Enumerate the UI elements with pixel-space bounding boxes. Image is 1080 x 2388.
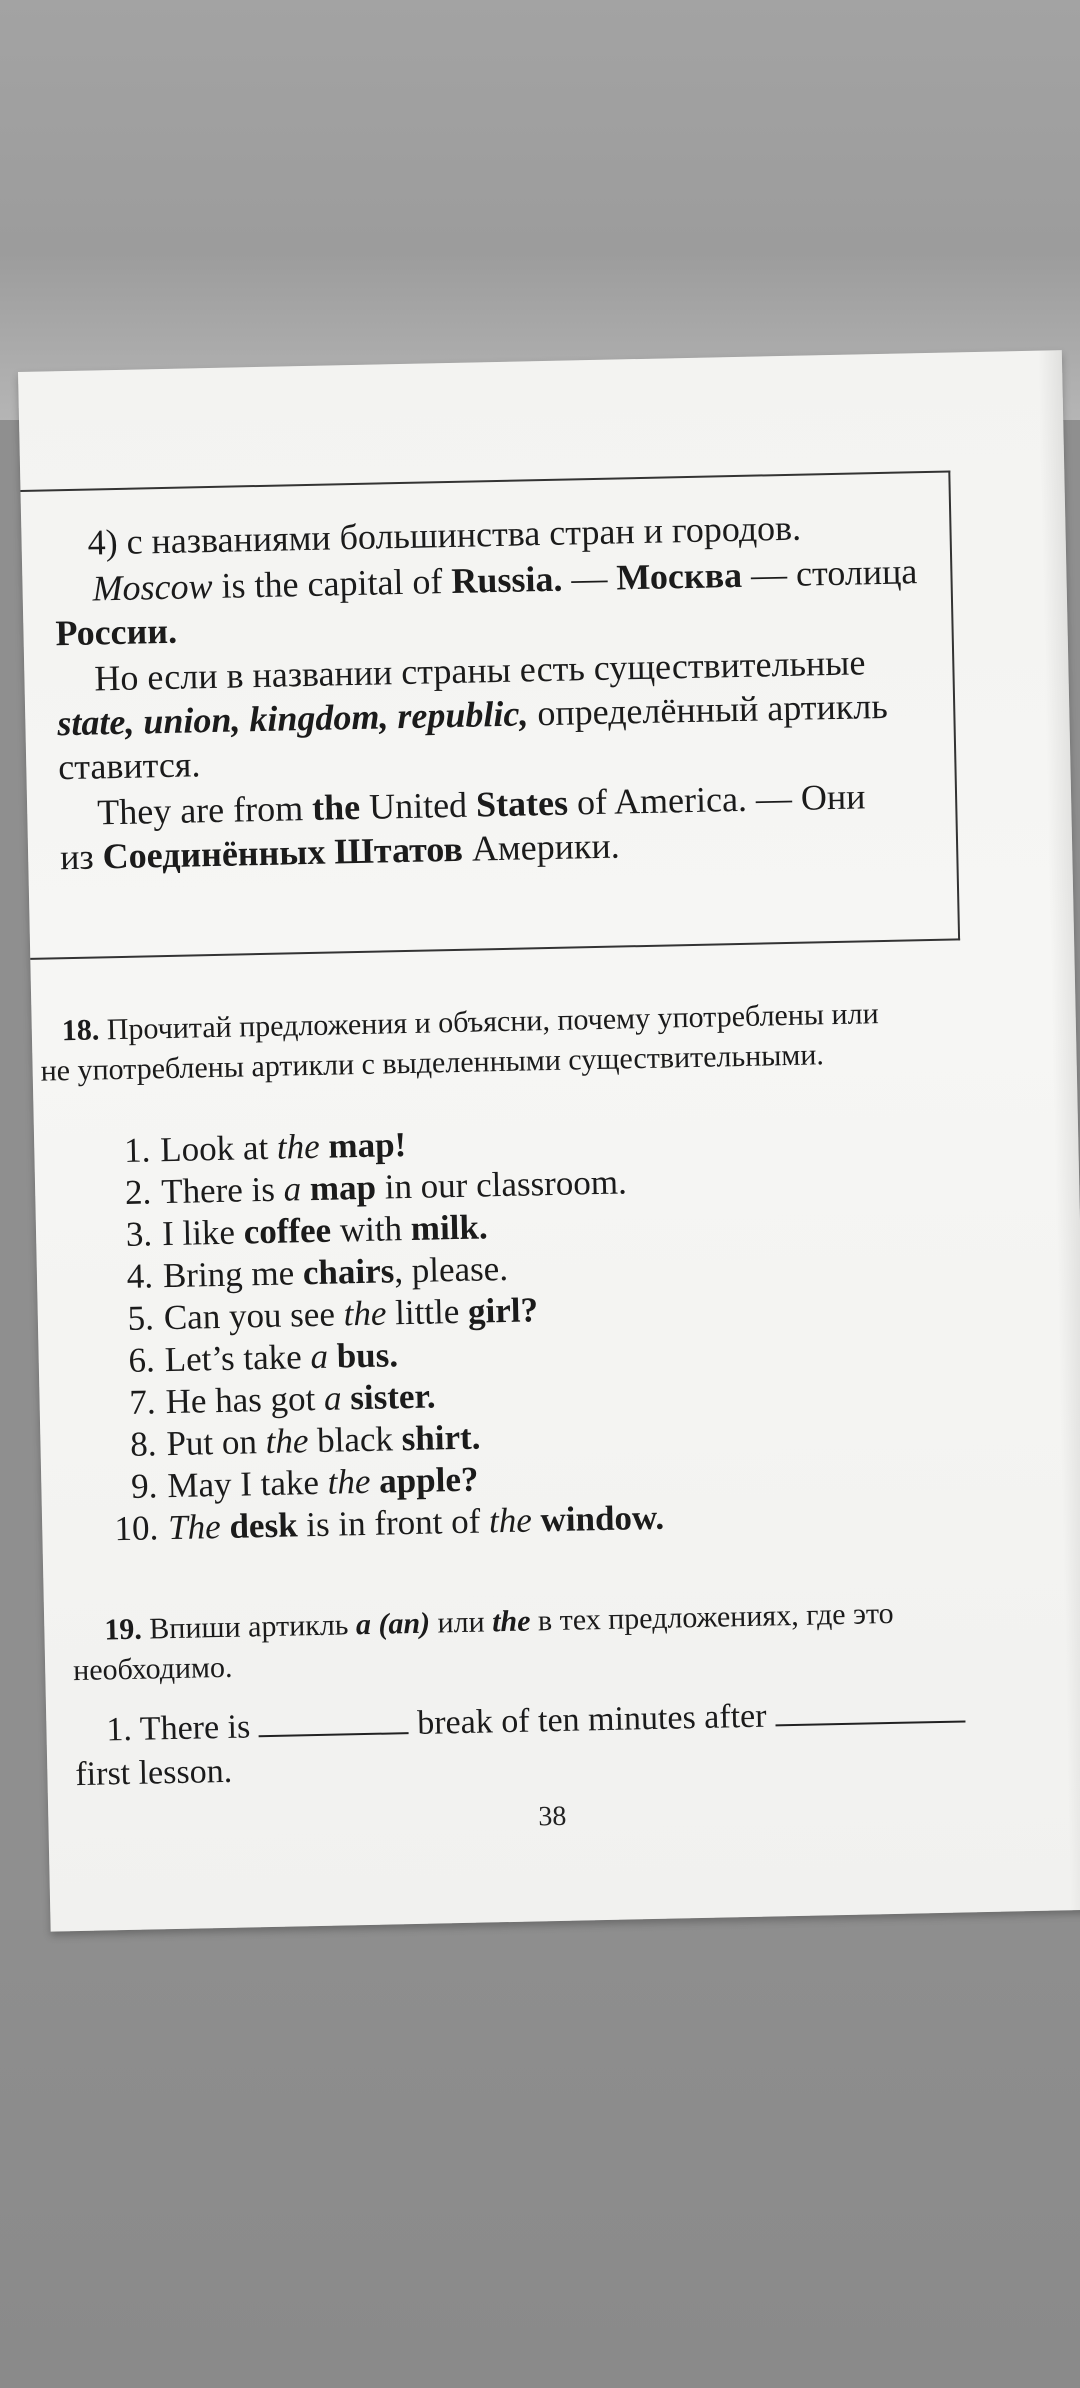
note-words: state, union, kingdom, republic, [56, 693, 529, 744]
ex2-amer: Америки. [462, 825, 620, 869]
list-item-text: , please. [393, 1248, 509, 1291]
ex1-dash: — [561, 557, 617, 599]
list-item-text: bus. [336, 1335, 399, 1376]
list-item-text: There is [160, 1169, 285, 1212]
ex1-mid: is the capital of [212, 560, 452, 606]
list-item-number: 3. [125, 1214, 153, 1254]
ex2-states: States [475, 782, 569, 825]
list-item-text: is in front of [297, 1501, 490, 1545]
list-item-text: the [265, 1421, 309, 1462]
list-item-text: little [385, 1291, 469, 1333]
list-item-text: in our classroom. [375, 1162, 628, 1207]
list-item-number: 7. [128, 1382, 157, 1422]
list-item-text: Bring me [162, 1253, 304, 1296]
note-line2-rest: определённый артикль [527, 685, 889, 734]
background-bottom [0, 1920, 1080, 2388]
list-item-text: a [283, 1169, 302, 1209]
list-item-text: Let’s take [164, 1337, 311, 1380]
rule-example-1-cont: России. [55, 610, 178, 654]
ex1-subject: Moscow [92, 565, 213, 609]
list-item-text: a [323, 1378, 342, 1418]
task-19-head-the: the [491, 1604, 531, 1639]
list-item-text: with [330, 1208, 412, 1250]
list-item-text: the [488, 1500, 533, 1541]
ex2-the: the [311, 786, 361, 828]
task-19-ex1-start: 1. There is [106, 1708, 260, 1749]
list-item-number: 2. [124, 1172, 152, 1212]
list-item-text: coffee [243, 1210, 332, 1252]
list-item-text: Put on [166, 1422, 267, 1464]
page-fold-shadow [1038, 350, 1080, 1910]
ex1-russia: Russia. [450, 558, 563, 601]
task-18-list [90, 1119, 665, 1551]
rule-note-line1: Но если в названии страны есть существительные [94, 642, 866, 699]
answer-blank-1[interactable] [258, 1704, 409, 1737]
list-item-text: The [167, 1507, 222, 1548]
list-item-text: shirt. [401, 1417, 481, 1459]
list-item-text: the [327, 1461, 371, 1502]
list-item-number: 4. [126, 1256, 154, 1296]
list-item-text: milk. [410, 1207, 489, 1248]
task-19-number: 19. [104, 1612, 143, 1647]
ex1-moskva: Москва [615, 554, 743, 598]
task-19-head-an: (an) [378, 1606, 431, 1641]
list-item-text: May I take [166, 1462, 329, 1506]
list-item-number: 6. [128, 1340, 156, 1380]
task-19-heading [104, 1594, 894, 1651]
list-item-text: map [309, 1167, 377, 1209]
list-item-number: 5. [127, 1298, 155, 1338]
task-19-head-rest: в тех предложениях, где это [530, 1596, 894, 1638]
list-item-text: sister. [349, 1376, 436, 1418]
list-item-number: 9. [130, 1466, 158, 1506]
list-item-number: 1. [123, 1130, 151, 1170]
task-19-head1: Впиши артикль [141, 1608, 357, 1646]
page-number: 38 [538, 1800, 567, 1833]
ex2-start: They are from [96, 787, 313, 833]
list-item-text: I like [161, 1212, 245, 1254]
ex1-end: — столица [741, 551, 918, 595]
list-item-text: window. [540, 1497, 665, 1540]
task-19-head-a: a [355, 1607, 372, 1642]
list-item-text: girl? [467, 1290, 539, 1331]
list-item-text: the [276, 1126, 321, 1167]
list-item-text: Can you see [163, 1294, 345, 1338]
task-18-line1: Прочитай предложения и объясни, почему употреблены или [98, 997, 879, 1047]
list-item-number: 8. [129, 1424, 157, 1464]
ex2-united: United [359, 784, 477, 827]
list-item-text: chairs [302, 1251, 395, 1293]
task-19-sentence-1 [106, 1690, 965, 1752]
list-item-text: the [343, 1293, 387, 1334]
list-item-text: Look at [159, 1127, 278, 1170]
task-19-heading-line2: необходимо. [72, 1650, 233, 1688]
task-19-sentence-1-cont: first lesson. [74, 1752, 233, 1794]
rule-note-line3: ставится. [57, 744, 201, 788]
list-item-text: map! [328, 1125, 407, 1166]
answer-blank-2[interactable] [775, 1692, 966, 1726]
list-item-text: black [308, 1419, 403, 1461]
ex2-america: of America. — Они [567, 776, 866, 823]
task-19-ex1-mid: break of ten minutes after [408, 1697, 776, 1743]
list-item-text: a [310, 1336, 329, 1377]
rule-point-4: 4) с названиями большинства стран и городов. [87, 507, 802, 563]
list-item-text: He has got [165, 1378, 325, 1422]
task-18-heading-line2: не употреблены артикли с выделенными существительными. [40, 1038, 825, 1088]
list-item-number: 10. [114, 1508, 159, 1549]
list-item-text: apple? [378, 1459, 479, 1501]
book-page [18, 350, 1080, 1932]
list-item-text: desk [229, 1505, 298, 1546]
ex2-iz: из [59, 836, 104, 878]
task-18-number: 18. [61, 1013, 100, 1048]
task-19-head-or: или [429, 1605, 493, 1640]
ex2-soed: Соединённых Штатов [102, 828, 464, 877]
